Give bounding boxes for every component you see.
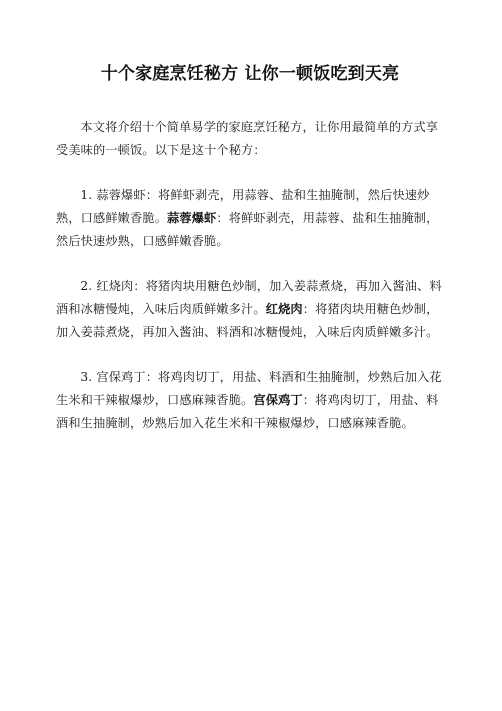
item-number: 1. [80, 188, 93, 202]
item-bold-rest: ：将猪肉块用糖色炒制，加入姜蒜煮烧，再加入酱油、料酒和冰糖慢炖，入味后肉质鲜嫩多汁。 [56, 302, 439, 339]
item-number: 3. [80, 370, 93, 384]
item-text: 蒜蓉爆虾：将鲜虾剥壳，用蒜蓉、盐和生抽腌制，然后快速炒熟，口感鲜嫩香脆。 [56, 188, 430, 225]
item-bold-rest: ：将鸡肉切丁，用盐、料酒和生抽腌制，炒熟后加入花生米和干辣椒爆炒，口感麻辣香脆。 [56, 393, 439, 430]
recipe-item-2 [56, 275, 444, 344]
item-number: 2. [80, 279, 93, 293]
item-text: 红烧肉：将猪肉块用糖色炒制，加入姜蒜煮烧，再加入酱油、料酒和冰糖慢炖，入味后肉质鲜嫩多汁。 [56, 279, 442, 316]
document-page [0, 62, 502, 711]
item-text: 宫保鸡丁：将鸡肉切丁，用盐、料酒和生抽腌制，炒熟后加入花生米和干辣椒爆炒，口感麻辣香脆。 [56, 370, 442, 407]
recipe-item-1 [56, 184, 444, 253]
item-bold-name: 宫保鸡丁 [253, 393, 303, 407]
intro-paragraph: 本文将介绍十个简单易学的家庭烹饪秘方，让你用最简单的方式享受美味的一顿饭。以下是这十个秘方： [56, 120, 439, 157]
page-title: 十个家庭烹饪秘方 让你一顿饭吃到天亮 [100, 64, 400, 84]
item-bold-name: 红烧肉 [265, 302, 303, 316]
recipe-item-3 [56, 366, 444, 435]
item-bold-name: 蒜蓉爆虾 [167, 211, 217, 225]
item-bold-rest: ：将鲜虾剥壳，用蒜蓉、盐和生抽腌制，然后快速炒熟，口感鲜嫩香脆。 [56, 211, 439, 248]
